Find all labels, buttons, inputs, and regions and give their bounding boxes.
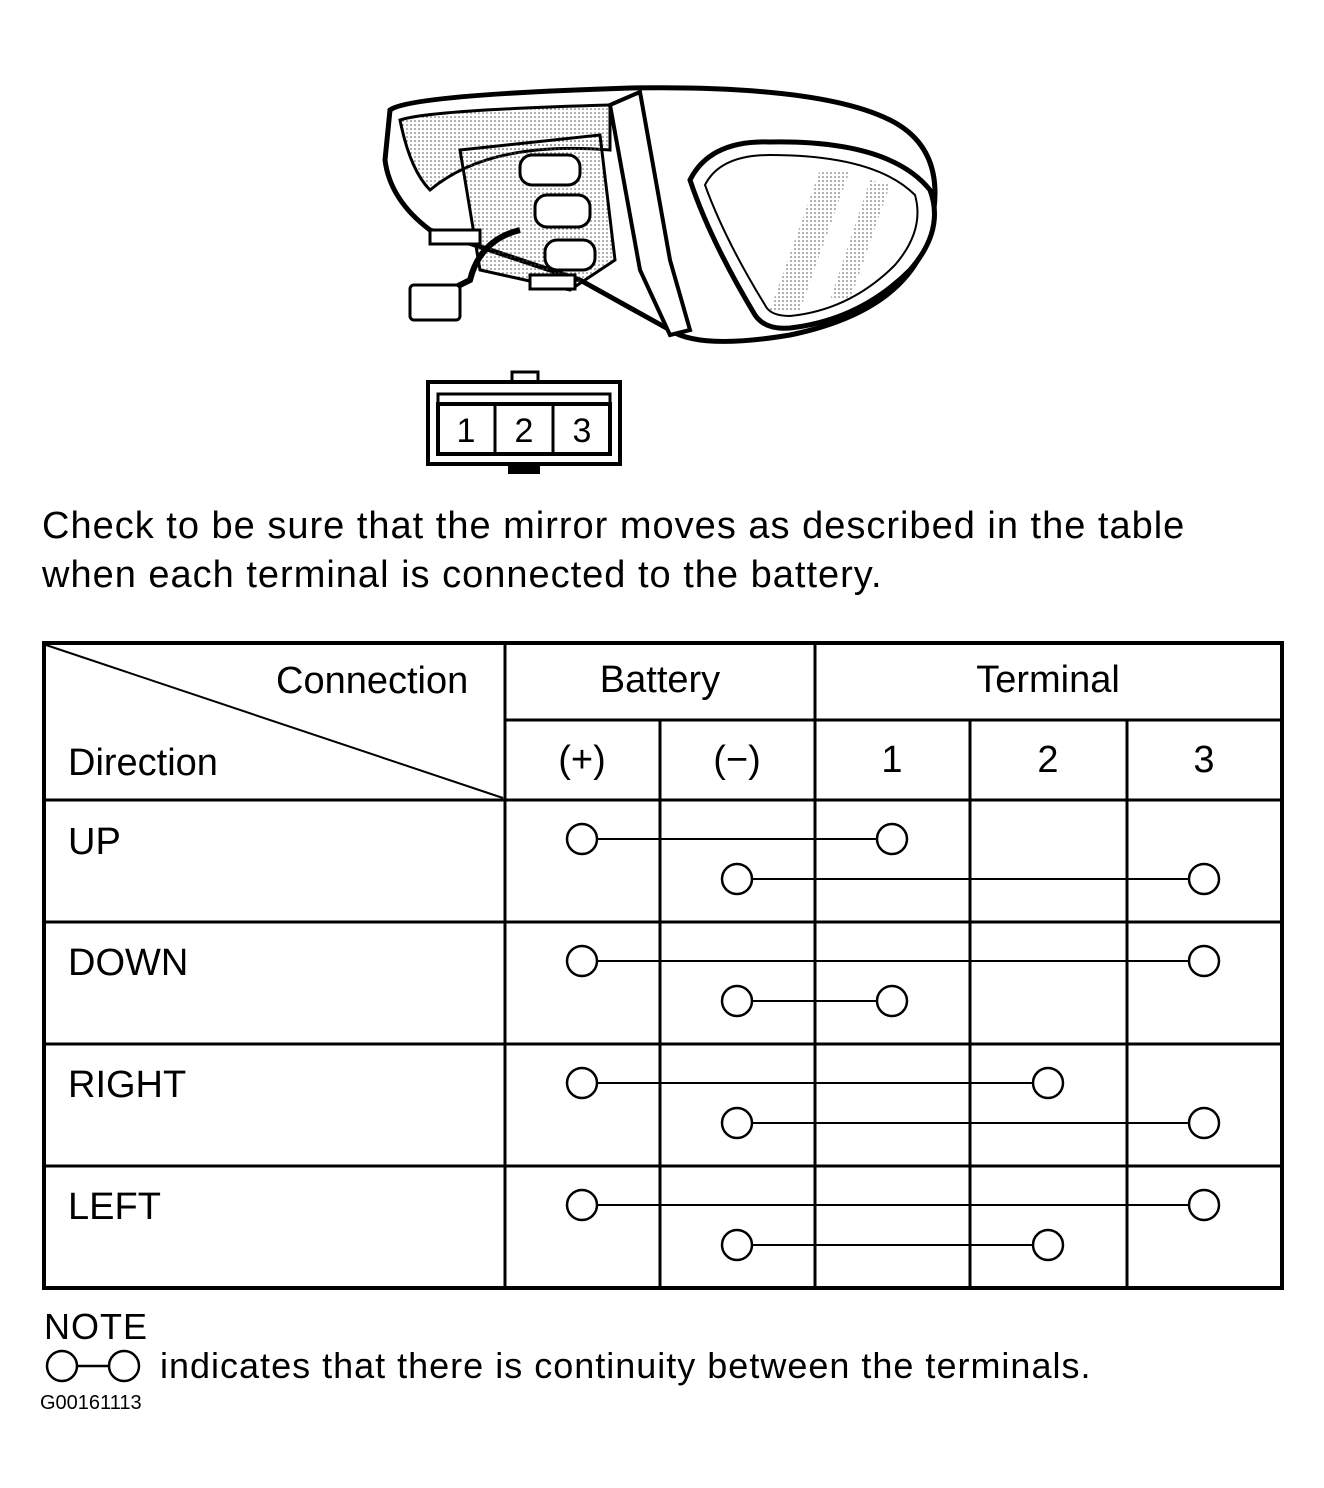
connector-pin-3: 3 bbox=[572, 412, 592, 450]
intro-line-1: Check to be sure that the mirror moves as described in the table bbox=[42, 505, 1186, 547]
note-title: NOTE bbox=[44, 1306, 149, 1347]
header-terminal: Terminal bbox=[976, 659, 1120, 701]
continuity-terminal-circle bbox=[567, 1068, 597, 1098]
table-grid bbox=[44, 643, 1282, 1288]
header-connection: Connection bbox=[276, 660, 469, 702]
column-terminal-2: 2 bbox=[1037, 739, 1059, 781]
continuity-terminal-circle bbox=[1189, 1108, 1219, 1138]
column-terminal-1: 1 bbox=[881, 739, 903, 781]
continuity-terminal-circle bbox=[877, 824, 907, 854]
continuity-terminal-circle bbox=[567, 1190, 597, 1220]
continuity-marks bbox=[567, 824, 1219, 1260]
continuity-terminal-circle bbox=[722, 1108, 752, 1138]
continuity-terminal-circle bbox=[722, 1230, 752, 1260]
intro-line-2: when each terminal is connected to the battery. bbox=[42, 554, 883, 596]
continuity-terminal-circle bbox=[877, 986, 907, 1016]
continuity-terminal-circle bbox=[1189, 864, 1219, 894]
continuity-symbol-icon bbox=[44, 1346, 154, 1386]
connector-pin-1: 1 bbox=[456, 412, 476, 450]
connector-pin-2: 2 bbox=[514, 412, 534, 450]
row-label-down: DOWN bbox=[68, 942, 189, 984]
note-line bbox=[44, 1345, 1091, 1387]
figure-id: G00161113 bbox=[40, 1392, 142, 1414]
column-terminal-3: 3 bbox=[1193, 739, 1215, 781]
continuity-terminal-circle bbox=[1033, 1230, 1063, 1260]
row-label-left: LEFT bbox=[68, 1186, 161, 1228]
continuity-terminal-circle bbox=[567, 946, 597, 976]
continuity-terminal-circle bbox=[567, 824, 597, 854]
continuity-terminal-circle bbox=[722, 986, 752, 1016]
row-label-right: RIGHT bbox=[68, 1064, 187, 1106]
note-text: indicates that there is continuity between the terminals. bbox=[160, 1345, 1092, 1386]
column-battery-positive: (+) bbox=[558, 739, 606, 781]
column-battery-negative: (−) bbox=[713, 739, 761, 781]
header-battery: Battery bbox=[599, 659, 721, 701]
continuity-terminal-circle bbox=[722, 864, 752, 894]
header-direction: Direction bbox=[68, 742, 218, 784]
continuity-terminal-circle bbox=[1189, 946, 1219, 976]
continuity-terminal-circle bbox=[1033, 1068, 1063, 1098]
row-label-up: UP bbox=[68, 821, 121, 863]
continuity-terminal-circle bbox=[1189, 1190, 1219, 1220]
